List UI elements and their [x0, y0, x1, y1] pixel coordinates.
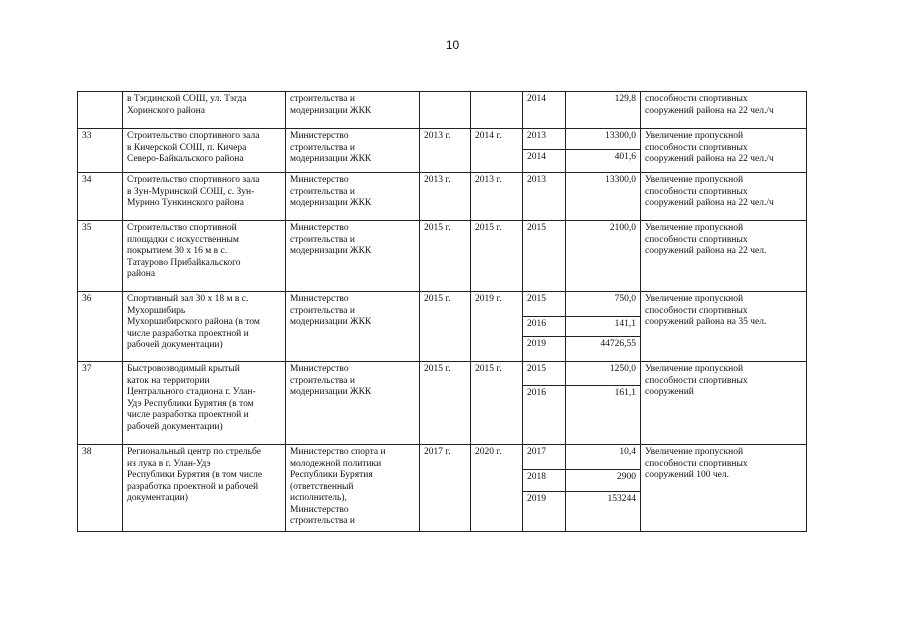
funding-amount-cell-text: 10,4 — [619, 447, 636, 457]
table-row — [78, 362, 807, 386]
funding-year-cell-text: 2014 — [527, 94, 546, 104]
row-number-cell-text: 34 — [82, 175, 92, 185]
expected-result-cell-text: Увеличение пропускной способности спортивных сооружений района на 22 чел./ч — [645, 131, 774, 164]
executor-cell-text: Министерство строительства и модернизации ЖКК — [290, 364, 372, 397]
executor-cell — [286, 221, 420, 292]
start-year-cell — [420, 221, 471, 292]
end-year-cell-text: 2015 г. — [475, 364, 502, 374]
funding-year-cell-text: 2013 — [527, 175, 546, 185]
funding-year-cell — [523, 150, 566, 173]
row-number-cell — [78, 221, 123, 292]
funding-year-cell — [523, 317, 566, 337]
expected-result-cell — [641, 221, 807, 292]
funding-year-cell-text: 2019 — [527, 494, 546, 504]
funding-year-cell-text: 2013 — [527, 131, 546, 141]
expected-result-cell — [641, 362, 807, 445]
expected-result-cell-text: способности спортивных сооружений района на 22 чел./ч — [645, 94, 774, 116]
funding-amount-cell-text: 44726,55 — [600, 339, 636, 349]
page-number: 10 — [445, 38, 460, 52]
funding-amount-cell — [566, 386, 641, 445]
table-row — [78, 445, 807, 470]
object-name-cell-text: Строительство спортивного зала в Кичерской СОШ, п. Кичера Северо-Байкальского района — [127, 131, 260, 164]
funding-amount-cell — [566, 150, 641, 173]
object-name-cell-text: в Тэгдинской СОШ, ул. Тэгда Хоринского района — [127, 94, 247, 116]
funding-year-cell — [523, 221, 566, 292]
funding-year-cell — [523, 362, 566, 386]
start-year-cell-text: 2015 г. — [424, 364, 451, 374]
funding-year-cell-text: 2019 — [527, 339, 546, 349]
object-name-cell-text: Быстровозводимый крытый каток на территории Центрального стадиона г. Улан- Удэ Республики Бурятия (в том числе разработка проектной и рабочей документации) — [127, 364, 256, 432]
executor-cell — [286, 292, 420, 362]
start-year-cell-text: 2015 г. — [424, 223, 451, 233]
row-number-cell-text: 38 — [82, 447, 92, 457]
expected-result-cell-text: Увеличение пропускной способности спортивных сооружений района на 35 чел. — [645, 294, 767, 327]
funding-year-cell — [523, 292, 566, 317]
end-year-cell — [471, 292, 523, 362]
executor-cell — [286, 173, 420, 221]
funding-year-cell-text: 2016 — [527, 388, 546, 398]
funding-amount-cell-text: 750,0 — [614, 294, 636, 304]
funding-year-cell — [523, 337, 566, 362]
object-name-cell — [123, 445, 286, 532]
executor-cell-text: строительства и модернизации ЖКК — [290, 94, 372, 116]
end-year-cell — [471, 362, 523, 445]
funding-year-cell-text: 2015 — [527, 294, 546, 304]
expected-result-cell-text: Увеличение пропускной способности спортивных сооружений района на 22 чел. — [645, 223, 767, 256]
object-name-cell — [123, 362, 286, 445]
end-year-cell-text: 2015 г. — [475, 223, 502, 233]
table-row — [78, 221, 807, 292]
funding-year-cell — [523, 445, 566, 470]
object-name-cell — [123, 292, 286, 362]
funding-year-cell-text: 2015 — [527, 364, 546, 374]
end-year-cell — [471, 129, 523, 173]
executor-cell-text: Министерство строительства и модернизации ЖКК — [290, 131, 372, 164]
funding-year-cell-text: 2016 — [527, 319, 546, 329]
table-row — [78, 173, 807, 221]
funding-amount-cell — [566, 92, 641, 129]
funding-year-cell-text: 2015 — [527, 223, 546, 233]
row-number-cell — [78, 292, 123, 362]
end-year-cell — [471, 445, 523, 532]
object-name-cell — [123, 173, 286, 221]
end-year-cell — [471, 92, 523, 129]
funding-year-cell — [523, 92, 566, 129]
funding-amount-cell-text: 13300,0 — [605, 131, 636, 141]
funding-year-cell — [523, 129, 566, 150]
funding-year-cell-text: 2018 — [527, 472, 546, 482]
funding-amount-cell — [566, 292, 641, 317]
funding-amount-cell — [566, 445, 641, 470]
funding-amount-cell-text: 141,1 — [614, 319, 636, 329]
row-number-cell-text: 33 — [82, 131, 92, 141]
executor-cell — [286, 362, 420, 445]
row-number-cell-text: 36 — [82, 294, 92, 304]
end-year-cell-text: 2020 г. — [475, 447, 502, 457]
object-name-cell-text: Строительство спортивного зала в Зун-Муринской СОШ, с. Зун- Мурино Тункинского района — [127, 175, 260, 208]
start-year-cell — [420, 445, 471, 532]
row-number-cell-text: 35 — [82, 223, 92, 233]
funding-amount-cell — [566, 221, 641, 292]
start-year-cell — [420, 362, 471, 445]
object-name-cell-text: Строительство спортивной площадки с искусственным покрытием 30 х 16 м в с. Татаурово Прибайкальского района — [127, 223, 241, 279]
funding-amount-cell — [566, 317, 641, 337]
funding-year-cell-text: 2017 — [527, 447, 546, 457]
funding-year-cell-text: 2014 — [527, 152, 546, 162]
executor-cell-text: Министерство спорта и молодежной политики Республики Бурятия (ответственный исполнитель), Министерство строительства и — [290, 447, 386, 526]
funding-amount-cell — [566, 129, 641, 150]
executor-cell-text: Министерство строительства и модернизации ЖКК — [290, 294, 372, 327]
funding-amount-cell — [566, 173, 641, 221]
funding-year-cell — [523, 386, 566, 445]
expected-result-cell-text: Увеличение пропускной способности спортивных сооружений — [645, 364, 748, 397]
object-name-cell-text: Спортивный зал 30 х 18 м в с. Мухоршибирь Мухоршибирского района (в том числе разработка проектной и рабочей документации) — [127, 294, 260, 350]
executor-cell — [286, 129, 420, 173]
executor-cell — [286, 445, 420, 532]
start-year-cell — [420, 92, 471, 129]
expected-result-cell — [641, 445, 807, 532]
object-name-cell — [123, 129, 286, 173]
end-year-cell-text: 2013 г. — [475, 175, 502, 185]
funding-amount-cell — [566, 362, 641, 386]
funding-year-cell — [523, 173, 566, 221]
funding-amount-cell-text: 13300,0 — [605, 175, 636, 185]
funding-amount-cell-text: 1250,0 — [609, 364, 636, 374]
funding-amount-cell-text: 161,1 — [614, 388, 636, 398]
table-row — [78, 129, 807, 150]
start-year-cell — [420, 173, 471, 221]
start-year-cell-text: 2015 г. — [424, 294, 451, 304]
funding-amount-cell — [566, 492, 641, 532]
table-row — [78, 92, 807, 129]
funding-amount-cell — [566, 470, 641, 492]
expected-result-cell-text: Увеличение пропускной способности спортивных сооружений 100 чел. — [645, 447, 748, 480]
expected-result-cell — [641, 92, 807, 129]
row-number-cell — [78, 129, 123, 173]
funding-year-cell — [523, 470, 566, 492]
funding-amount-cell-text: 2900 — [617, 472, 636, 482]
expected-result-cell-text: Увеличение пропускной способности спортивных сооружений района на 22 чел./ч — [645, 175, 774, 208]
start-year-cell-text: 2017 г. — [424, 447, 451, 457]
funding-amount-cell-text: 401,6 — [614, 152, 636, 162]
row-number-cell — [78, 362, 123, 445]
funding-year-cell — [523, 492, 566, 532]
start-year-cell-text: 2013 г. — [424, 131, 451, 141]
end-year-cell — [471, 173, 523, 221]
funding-amount-cell-text: 2100,0 — [609, 223, 636, 233]
object-name-cell — [123, 92, 286, 129]
row-number-cell — [78, 92, 123, 129]
table-row — [78, 292, 807, 317]
object-name-cell — [123, 221, 286, 292]
expected-result-cell — [641, 292, 807, 362]
end-year-cell — [471, 221, 523, 292]
executor-cell-text: Министерство строительства и модернизации ЖКК — [290, 175, 372, 208]
start-year-cell-text: 2013 г. — [424, 175, 451, 185]
start-year-cell — [420, 129, 471, 173]
funding-amount-cell — [566, 337, 641, 362]
executor-cell — [286, 92, 420, 129]
expected-result-cell — [641, 129, 807, 173]
end-year-cell-text: 2014 г. — [475, 131, 502, 141]
row-number-cell — [78, 173, 123, 221]
row-number-cell-text: 37 — [82, 364, 92, 374]
row-number-cell — [78, 445, 123, 532]
object-name-cell-text: Региональный центр по стрельбе из лука в г. Улан-Удэ Республики Бурятия (в том числе разработка проектной и рабочей документации) — [127, 447, 263, 503]
expected-result-cell — [641, 173, 807, 221]
start-year-cell — [420, 292, 471, 362]
program-table — [77, 91, 807, 532]
executor-cell-text: Министерство строительства и модернизации ЖКК — [290, 223, 372, 256]
funding-amount-cell-text: 129,8 — [614, 94, 636, 104]
end-year-cell-text: 2019 г. — [475, 294, 502, 304]
funding-amount-cell-text: 153244 — [607, 494, 636, 504]
